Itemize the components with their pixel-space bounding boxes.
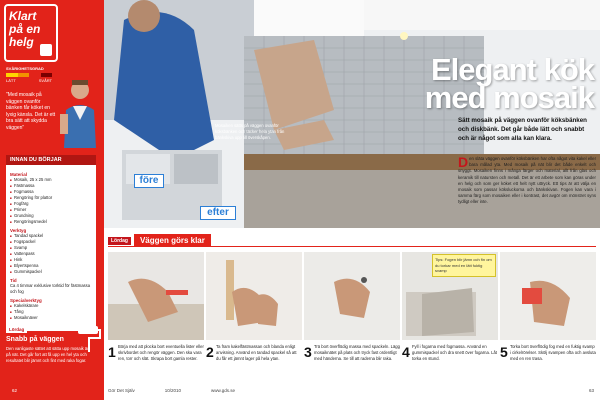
page-number-right: 63	[588, 388, 594, 393]
step-1	[108, 252, 204, 361]
list-item: ■ Mosaik, 25 x 25 mm	[10, 177, 92, 183]
photo-caption: Mosaiken sätts på väggen ovanför köksbänken och täcker hela ytan från bänkskiva upp till överskåpen.	[215, 123, 285, 140]
tip-tag: Lördag	[6, 326, 27, 333]
checkbox-icon	[40, 44, 52, 56]
step-text: Torka bort överflödig fog med en fuktig svamp i cirkelrörelser. Skölj svampen ofta och avsluta med en ren trasa.	[510, 344, 596, 361]
badge-text: Klart på en helg	[9, 9, 41, 49]
step-4	[402, 252, 498, 361]
list-item: ■ Fogmassa	[10, 189, 92, 195]
sidebar	[0, 0, 104, 400]
needs-box	[6, 155, 96, 331]
quote: "Med mosaik på väggen ovanför bänken får köket en lyxig känsla. Det är ett bra sätt att skydda väggen"	[6, 92, 56, 131]
step-text: Ta fram kakelfästmassan och blanda enligt anvisning. Använd en tandad spackel så att du får ett jämnt lager på hela ytan.	[216, 344, 297, 361]
meter-left: LÄTT	[6, 78, 16, 83]
step-number: 1	[108, 344, 116, 360]
meter-bar	[6, 73, 52, 77]
list-item: ■ Tång	[10, 309, 92, 315]
after-label: efter	[200, 206, 236, 220]
material-list	[10, 177, 92, 225]
step-photo	[206, 252, 302, 340]
divider	[108, 246, 596, 247]
list-item: ■ Kakelskärare	[10, 303, 92, 309]
person-photo	[58, 76, 102, 148]
needs-title: INNAN DU BÖRJAR	[6, 155, 96, 165]
meter-right: SVÅRT	[38, 78, 52, 83]
list-item: ■ Grundning	[10, 213, 92, 219]
time-title: Tid	[10, 278, 17, 283]
step-text: Trä bort överflödig massa med spackeln. Lägg mosaiknätet på plats och tryck fast ordentligt med händerna. Se till att raderna blir raka.	[314, 344, 400, 361]
step-number: 3	[304, 344, 312, 360]
list-item: ■ Primer	[10, 207, 92, 213]
step-3	[304, 252, 400, 361]
list-item: ■ Vattenpass	[10, 251, 92, 257]
special-title: Specialverktyg	[10, 298, 42, 303]
difficulty-meter	[6, 66, 52, 83]
list-item: ■ Rengöring för plattor	[10, 195, 92, 201]
list-item: ■ Gummispackel	[10, 269, 92, 275]
list-item: ■ Blyertspenna	[10, 263, 92, 269]
steps-title: Väggen görs klar	[134, 234, 211, 247]
weekend-badge	[4, 4, 58, 62]
drop-cap: D	[458, 154, 469, 170]
list-item: ■ Fästmassa	[10, 183, 92, 189]
page-footer	[108, 388, 596, 393]
step-photo	[108, 252, 204, 340]
time-text: Ca 4 timmar exklusive torktid för fästmassa och fog	[10, 283, 91, 294]
tip-title: Snabb på väggen	[6, 336, 64, 343]
tools-list	[10, 233, 92, 275]
step-2	[206, 252, 302, 361]
paint-roller-icon	[76, 324, 102, 354]
step-number: 5	[500, 344, 508, 360]
list-item: ■ Mosaiknäver	[10, 315, 92, 321]
list-item: ■ Fogfärg	[10, 201, 92, 207]
material-title: Material	[10, 172, 28, 177]
before-label: före	[134, 174, 164, 188]
list-item: ■ Tandad spackel	[10, 233, 92, 239]
tip-callout: Tips: Fogen blir jämn och fin om du torkar med en lätt fuktig svamp	[432, 254, 496, 277]
step-photo	[500, 252, 596, 340]
page-number-left: 62	[12, 388, 18, 393]
tip-text: Den vanligaste sättet att sätta upp mosaik är på nät. Det går fort att få upp en hel yta och resultatet blir jämnt och fint med raka fogar.	[6, 346, 89, 363]
step-text: Börja med att plocka bort eventuella lister eller skrivbordet och rengör väggen. Den ska vara ren, torr och slät. Skrapa bort gamla rester.	[118, 344, 204, 361]
page-title: Elegant kök med mosaik	[424, 52, 594, 115]
special-list	[10, 303, 92, 321]
step-5	[500, 252, 596, 361]
tools-title: Verktyg	[10, 228, 27, 233]
list-item: ■ Hink	[10, 257, 92, 263]
step-number: 2	[206, 344, 214, 360]
step-text: Fyll i fogarna med fogmassa. Använd en gummispackel och dra snett över fogarna. Låt torka en stund.	[412, 344, 497, 361]
body-text: Den släta väggen ovanför köksbänken har ofta något vita kakel eller bara målad yta. Med mosaik på nät blir det både enkelt och snyggt. Mosaiken finns i många färger och material, allt från glas och keramik till natursten och metall. Det är ett arbete som kan göras under en helg och som ger köket ett helt nytt uttryck. Ett tips är att välja en mosaik som passar köksluckorna och bänkskivan. Fogen kan vara i samma färg som mosaiken eller i kontrast, det avgör om mönstret syns tydligt eller inte.	[458, 154, 596, 205]
meter-label: SVÅRIGHETSGRAD	[6, 66, 44, 71]
footer-magazine: Gör Det Själv	[108, 388, 135, 393]
list-item: ■ Fogspackel	[10, 239, 92, 245]
list-item: ■ Rengöringsmedel	[10, 219, 92, 225]
footer-issue: 10/2010	[164, 388, 182, 393]
footer-url: www.gds.se	[211, 388, 236, 393]
intro-text: Sätt mosaik på väggen ovanför köksbänken och diskbänk. Det går både lätt och snabbt och är något som alla kan klara.	[458, 117, 587, 142]
steps-tag: Lördag	[108, 237, 131, 245]
step-number: 4	[402, 344, 410, 360]
list-item: ■ Svamp	[10, 245, 92, 251]
step-photo	[304, 252, 400, 340]
